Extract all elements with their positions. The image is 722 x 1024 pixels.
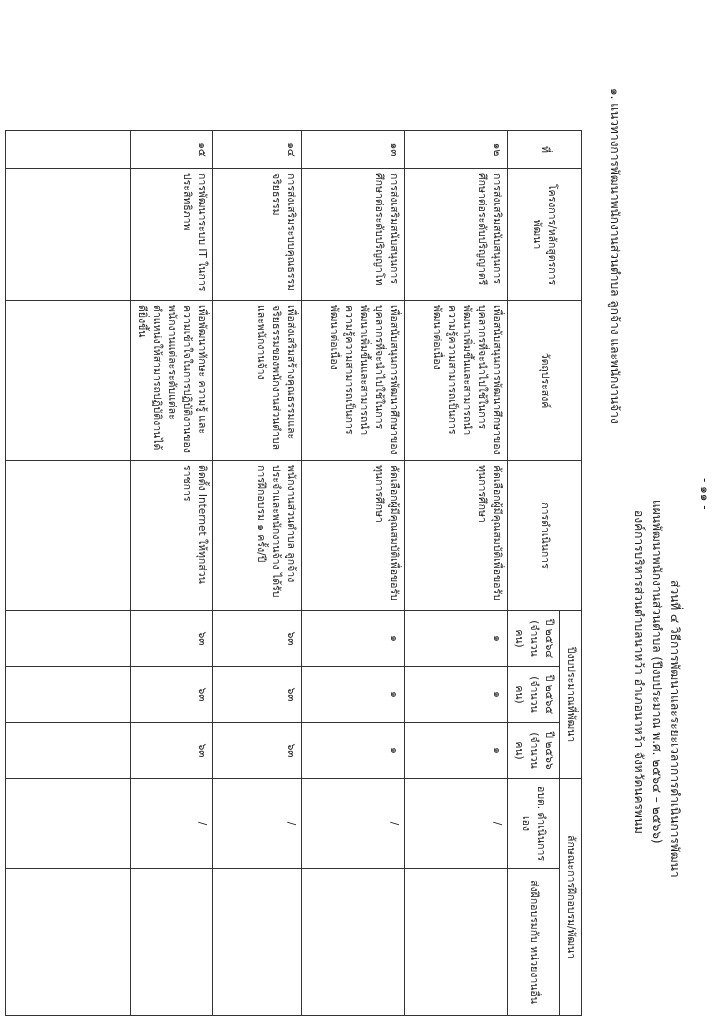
cell-type-other xyxy=(131,869,213,1016)
cell-year-2: ๑ xyxy=(302,667,405,723)
cell-method: คัดเลือกผู้มีคุณสมบัติเพื่อขอรับทุนการศึกษา xyxy=(405,461,508,611)
cell-project: การส่งเสริมสนับสนุนการศึกษาต่อระดับปริญญาตรี xyxy=(405,169,508,301)
cell-year-2: ๖๓ xyxy=(213,667,302,723)
cell-year-1: ๖๓ xyxy=(213,611,302,667)
cell-no xyxy=(6,131,131,169)
header-budget-group: ปีงบประมาณที่พัฒนา xyxy=(560,611,582,779)
cell-type-self: / xyxy=(213,779,302,869)
cell-type-self xyxy=(6,779,131,869)
table-header-row-1 xyxy=(560,131,582,1016)
cell-type-self: / xyxy=(302,779,405,869)
header-year-2: ปี ๒๕๖๕ (จำนวน คน) xyxy=(508,667,560,723)
cell-year-1: ๖๓ xyxy=(131,611,213,667)
cell-type-other xyxy=(302,869,405,1016)
cell-method xyxy=(6,461,131,611)
cell-project: การส่งเสริมสนับสนุนการศึกษาต่อระดับปริญญาโท xyxy=(302,169,405,301)
cell-project xyxy=(6,169,131,301)
cell-no: ๑๓ xyxy=(302,131,405,169)
cell-no: ๑๕ xyxy=(131,131,213,169)
table-row xyxy=(6,131,131,1016)
section-title: ๑. แนวทางการพัฒนาพนักงานส่วนตำบล ลูกจ้าง และพนักงานจ้าง xyxy=(608,88,622,424)
header-objective: วัตถุประสงค์ xyxy=(508,301,582,461)
header-type-group: ลักษณะการฝึกอบรม/พัฒนา xyxy=(560,779,582,1016)
cell-year-1: ๑ xyxy=(405,611,508,667)
cell-year-3: ๑ xyxy=(302,723,405,779)
header-year-3: ปี ๒๕๖๖ (จำนวน คน) xyxy=(508,723,560,779)
table-row xyxy=(213,131,302,1016)
cell-objective xyxy=(6,301,131,461)
cell-year-3: ๖๓ xyxy=(131,723,213,779)
table-row xyxy=(302,131,405,1016)
cell-objective: เพื่อสนับสนุนการพัฒนาศึกษาของบุคลากรที่จะนำไปใช้ในการพัฒนาเพิ่มขึ้นและสามารถนำความรู้ความสามารถเป็นการพัฒนาต่อเนื่อง xyxy=(405,301,508,461)
table-row xyxy=(131,131,213,1016)
header-type-self: อบต. ดำเนินการเอง xyxy=(508,779,560,869)
cell-year-2 xyxy=(6,667,131,723)
header-project: โครงการ/หลักสูตรการพัฒนา xyxy=(508,169,582,301)
cell-year-1: ๑ xyxy=(302,611,405,667)
cell-type-self: / xyxy=(405,779,508,869)
cell-year-2: ๑ xyxy=(405,667,508,723)
table-row xyxy=(405,131,508,1016)
cell-year-2: ๖๓ xyxy=(131,667,213,723)
header-line-3: องค์การบริหารส่วนตำบลนาหว้า อำเภอนาหว้า จังหวัดนครพนม xyxy=(632,510,646,834)
cell-no: ๑๔ xyxy=(213,131,302,169)
cell-type-other xyxy=(405,869,508,1016)
page-number: - ๑๑ - xyxy=(698,478,712,510)
cell-type-other xyxy=(6,869,131,1016)
cell-project: การส่งเสริมระบบคุณธรรมจริยธรรม xyxy=(213,169,302,301)
cell-type-other xyxy=(213,869,302,1016)
cell-no: ๑๒ xyxy=(405,131,508,169)
cell-year-3 xyxy=(6,723,131,779)
cell-type-self: / xyxy=(131,779,213,869)
cell-objective: เพื่อพัฒนาทักษะ ความรู้ และความเข้าใจในการปฏิบัติงานของพนักงานแต่ละระดับแต่ละตำแหน่งให้สามารถปฏิบัติงานได้ดียิ่งขึ้น xyxy=(131,301,213,461)
cell-year-3: ๑ xyxy=(405,723,508,779)
header-type-other: ส่งฝึกอบรมกับ หน่วยงานอื่น xyxy=(508,869,560,1016)
header-method: การดำเนินการ xyxy=(508,461,582,611)
cell-method: ติดตั้ง Internet ให้ทุกส่วนราชการ xyxy=(131,461,213,611)
cell-year-1 xyxy=(6,611,131,667)
cell-method: พนักงานส่วนตำบล ลูกจ้างประจำและพนักงานจ้าง ได้รับการฝึกอบรม ๑ ครั้ง/ปี xyxy=(213,461,302,611)
header-no: ที่ xyxy=(508,131,582,169)
header-year-1: ปี ๒๕๖๔ (จำนวน คน) xyxy=(508,611,560,667)
development-plan-table xyxy=(5,130,582,1016)
cell-objective: เพื่อส่งเสริมสร้างคุณธรรมและจริยธรรมของพนักงานส่วนตำบลและพนักงานจ้าง xyxy=(213,301,302,461)
header-line-1: ส่วนที่ ๔ วิธีการพัฒนาและระยะเวลาการดำเนินการพัฒนา xyxy=(668,580,682,878)
cell-project: การพัฒนาระบบ IT ในการประสิทธิภาพ xyxy=(131,169,213,301)
cell-method: คัดเลือกผู้มีคุณสมบัติเพื่อขอรับทุนการศึกษา xyxy=(302,461,405,611)
cell-year-3: ๖๓ xyxy=(213,723,302,779)
cell-objective: เพื่อสนับสนุนการพัฒนาศึกษาของบุคลากรที่จะนำไปใช้ในการพัฒนาเพิ่มขึ้นและสามารถนำความรู้ความสามารถเป็นการพัฒนาต่อเนื่อง xyxy=(302,301,405,461)
header-line-2: แผนพัฒนาพนักงานส่วนตำบล (ปีงบประมาณ พ.ศ. ๒๕๖๔ – ๒๕๖๖) xyxy=(650,500,664,844)
